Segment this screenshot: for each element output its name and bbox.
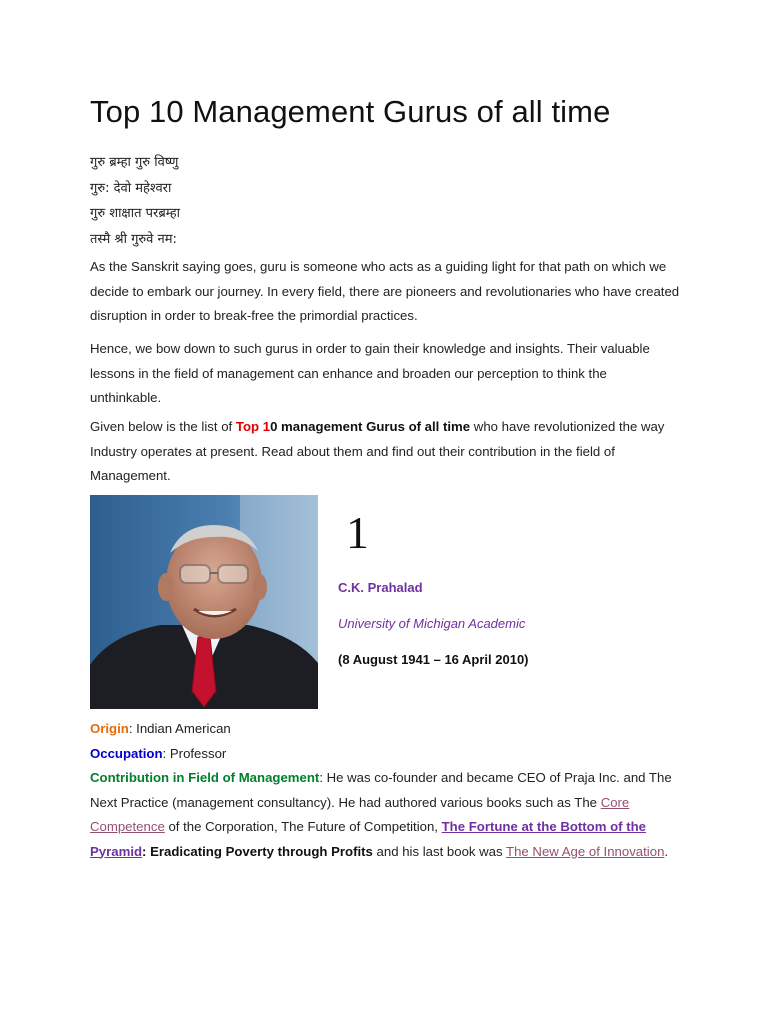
core-competence-link[interactable]: Core Competence (90, 794, 630, 834)
origin-sep: : (128, 721, 137, 736)
verse-line: गुरु शाक्षात परब्रम्हा (90, 206, 180, 221)
fortune-pyramid-link[interactable]: The Fortune at the Bottom of the Pyramid (90, 819, 647, 859)
portrait-image (90, 495, 318, 709)
contribution-end: . (664, 843, 669, 859)
guru-details (90, 717, 685, 864)
verse-line: गुरु: देवो महेश्वरा (90, 180, 172, 196)
list-intro-rest: who have revolutionized the way Industry operates at present. Read about them and find out their contribution in the field of Management. (90, 419, 665, 483)
guru-name: C.K. Prahalad (338, 580, 423, 595)
contribution-text: : He was co-founder and became CEO of Praja Inc. and The Next Practice (management consultancy). He had authored various books such as The (90, 770, 672, 810)
origin-label: Origin (90, 721, 129, 736)
contribution-label: Contribution in Field of Management (90, 770, 320, 785)
gurus-paragraph: Hence, we bow down to such gurus in order to gain their knowledge and insights. Their valuable lessons in the field of management can enhance and broaden our perception to think the unthinkable. (90, 341, 650, 405)
contribution-text: and his last book was (372, 843, 507, 859)
intro-paragraph: As the Sanskrit saying goes, guru is someone who acts as a guiding light for that path on which we decide to embark our journey. In every field, there are pioneers and revolutionaries who have created disruption in order to break-free the primordial practices. (90, 259, 680, 323)
guru-portrait (90, 495, 318, 709)
origin-line (90, 717, 685, 742)
occupation-line (90, 742, 685, 767)
new-age-innovation-link[interactable]: The New Age of Innovation (506, 843, 665, 859)
verse-line: गुरु ब्रम्हा गुरु विष्णु (90, 155, 179, 170)
list-intro-paragraph (90, 415, 680, 489)
contribution-text: of the Corporation, The Future of Competition, (164, 819, 442, 834)
page-title: Top 10 Management Gurus of all time (90, 94, 611, 129)
origin-value: Indian American (136, 721, 231, 736)
guru-number: 1 (346, 507, 369, 558)
verse-line: तस्मै श्री गुरुवे नम: (90, 231, 177, 247)
sanskrit-verse (90, 150, 180, 252)
occupation-value: Professor (169, 745, 227, 761)
list-intro-text: Given below is the list of (90, 419, 236, 434)
occupation-label: Occupation (90, 745, 163, 761)
contribution-paragraph (90, 766, 685, 864)
guru-dates: (8 August 1941 – 16 April 2010) (338, 652, 529, 667)
guru-affiliation: University of Michigan Academic (338, 616, 526, 631)
top-highlight: Top 1 (235, 419, 271, 434)
occupation-sep: : (162, 745, 170, 761)
book-subtitle: : Eradicating Poverty through Profits (142, 843, 373, 859)
gurus-highlight: 0 management Gurus of all time (270, 419, 471, 434)
